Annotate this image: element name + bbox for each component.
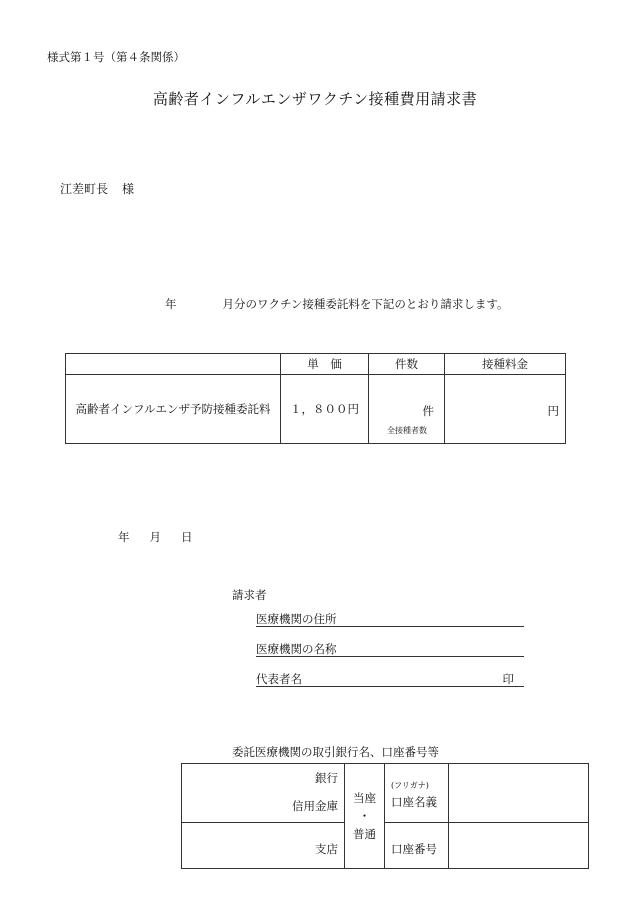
institution-name-label: 医療機関の名称 bbox=[256, 642, 337, 656]
request-date[interactable] bbox=[118, 529, 193, 545]
addressee bbox=[60, 180, 134, 197]
bank-label: 銀行 bbox=[315, 771, 338, 785]
fee-cell[interactable] bbox=[445, 375, 566, 444]
request-year-label: 年 bbox=[165, 297, 177, 311]
form-number: 様式第１号（第４条関係） bbox=[47, 50, 185, 64]
account-name-label: 口座名義 bbox=[391, 795, 437, 809]
date-month-label: 月 bbox=[149, 530, 161, 544]
bank-row-2 bbox=[182, 823, 589, 869]
header-count: 件数 bbox=[369, 354, 445, 375]
document-title: 高齢者インフルエンザワクチン接種費用請求書 bbox=[152, 90, 478, 108]
branch-cell[interactable] bbox=[182, 823, 345, 869]
request-statement bbox=[165, 296, 509, 312]
representative-field[interactable] bbox=[256, 671, 524, 687]
address-field[interactable] bbox=[256, 611, 524, 627]
request-text: 月分のワクチン接種委託料を下記のとおり請求します。 bbox=[222, 297, 509, 311]
credit-union-label: 信用金庫 bbox=[292, 799, 338, 813]
count-note: 全接種者数 bbox=[387, 426, 427, 435]
item-name: 高齢者インフルエンザ予防接種委託料 bbox=[66, 375, 281, 444]
account-number-value[interactable] bbox=[449, 823, 589, 869]
fee-table bbox=[65, 353, 566, 444]
representative-label: 代表者名 bbox=[256, 672, 302, 686]
account-type-current: 当座 bbox=[353, 791, 376, 805]
branch-label: 支店 bbox=[315, 842, 338, 856]
unit-price: １，８００円 bbox=[281, 375, 369, 444]
fee-table-header-row bbox=[66, 354, 566, 375]
addressee-name: 江差町長 bbox=[60, 182, 109, 196]
count-unit: 件 bbox=[422, 404, 434, 418]
bank-row-1 bbox=[182, 764, 589, 823]
account-name-label-cell bbox=[385, 764, 449, 823]
fee-table-row bbox=[66, 375, 566, 444]
requester-label: 請求者 bbox=[232, 588, 267, 602]
account-number-label: 口座番号 bbox=[391, 842, 437, 856]
bank-table bbox=[181, 763, 589, 869]
count-cell[interactable] bbox=[369, 375, 445, 444]
bank-caption: 委託医療機関の取引銀行名、口座番号等 bbox=[232, 745, 439, 759]
institution-name-field[interactable] bbox=[256, 641, 524, 657]
address-label: 医療機関の住所 bbox=[256, 612, 337, 626]
date-year-label: 年 bbox=[118, 530, 130, 544]
furigana-label: (フリガナ) bbox=[391, 781, 429, 790]
account-number-label-cell bbox=[385, 823, 449, 869]
account-type-cell[interactable] bbox=[345, 764, 385, 869]
header-fee: 接種料金 bbox=[445, 354, 566, 375]
seal-mark: 印 bbox=[502, 672, 514, 686]
fee-unit: 円 bbox=[547, 404, 559, 418]
account-type-dot: ・ bbox=[358, 809, 371, 823]
header-unit-price: 単 価 bbox=[281, 354, 369, 375]
addressee-honorific: 様 bbox=[122, 182, 135, 196]
header-item bbox=[66, 354, 281, 375]
bank-name-cell[interactable] bbox=[182, 764, 345, 823]
date-day-label: 日 bbox=[181, 530, 193, 544]
account-type-ordinary: 普通 bbox=[353, 827, 376, 841]
account-name-value[interactable] bbox=[449, 764, 589, 823]
